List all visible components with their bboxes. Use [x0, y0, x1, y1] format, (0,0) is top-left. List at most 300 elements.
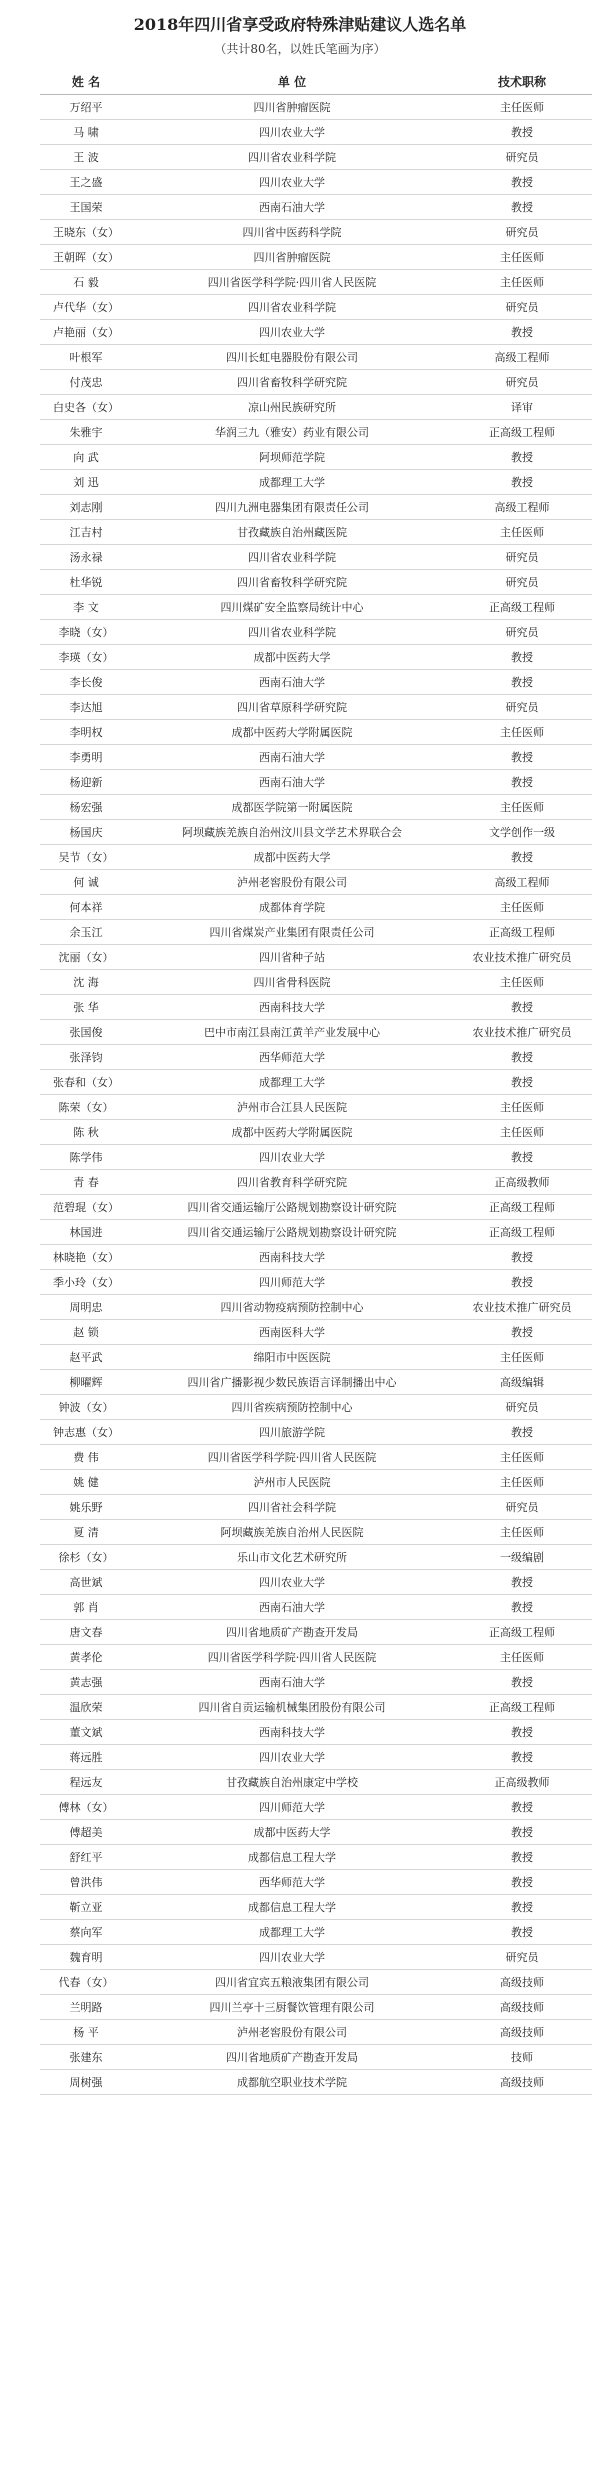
cell-title: 正高级工程师 — [452, 1620, 592, 1645]
cell-title: 教授 — [452, 320, 592, 345]
cell-name: 叶根军 — [40, 345, 132, 370]
cell-unit: 四川省地质矿产勘查开发局 — [132, 2045, 452, 2070]
cell-title: 研究员 — [452, 545, 592, 570]
cell-name: 代春（女） — [40, 1970, 132, 1995]
table-row — [40, 1370, 592, 1395]
cell-title: 主任医师 — [452, 95, 592, 120]
cell-name: 石 毅 — [40, 270, 132, 295]
cell-unit: 四川省动物疫病预防控制中心 — [132, 1295, 452, 1320]
table-row — [40, 795, 592, 820]
cell-title: 教授 — [452, 645, 592, 670]
cell-title: 农业技术推广研究员 — [452, 945, 592, 970]
cell-unit: 四川农业大学 — [132, 1145, 452, 1170]
cell-name: 柳曜辉 — [40, 1370, 132, 1395]
table-row — [40, 995, 592, 1020]
cell-name: 徐杉（女） — [40, 1545, 132, 1570]
cell-name: 卢代华（女） — [40, 295, 132, 320]
cell-title: 教授 — [452, 120, 592, 145]
cell-unit: 四川省教育科学研究院 — [132, 1170, 452, 1195]
cell-title: 主任医师 — [452, 970, 592, 995]
cell-name: 付茂忠 — [40, 370, 132, 395]
cell-name: 余玉江 — [40, 920, 132, 945]
cell-name: 李瑛（女） — [40, 645, 132, 670]
cell-title: 教授 — [452, 1070, 592, 1095]
cell-name: 林国进 — [40, 1220, 132, 1245]
cell-title: 教授 — [452, 1245, 592, 1270]
cell-name: 舒红平 — [40, 1845, 132, 1870]
cell-unit: 成都医学院第一附属医院 — [132, 795, 452, 820]
table-row — [40, 2020, 592, 2045]
cell-unit: 成都中医药大学 — [132, 1820, 452, 1845]
cell-unit: 四川省宜宾五粮液集团有限公司 — [132, 1970, 452, 1995]
cell-unit: 西华师范大学 — [132, 1870, 452, 1895]
cell-name: 张春和（女） — [40, 1070, 132, 1095]
cell-title: 正高级工程师 — [452, 595, 592, 620]
cell-title: 教授 — [452, 470, 592, 495]
cell-name: 杨宏强 — [40, 795, 132, 820]
cell-title: 高级技师 — [452, 1970, 592, 1995]
table-row — [40, 1395, 592, 1420]
document-title: 2018年四川省享受政府特殊津贴建议人选名单 — [133, 15, 467, 34]
cell-name: 白史各（女） — [40, 395, 132, 420]
table-row — [40, 895, 592, 920]
table-row — [40, 970, 592, 995]
cell-unit: 绵阳市中医医院 — [132, 1345, 452, 1370]
cell-title: 教授 — [452, 1595, 592, 1620]
cell-unit: 成都中医药大学附属医院 — [132, 1120, 452, 1145]
table-row — [40, 1595, 592, 1620]
cell-title: 研究员 — [452, 370, 592, 395]
cell-title: 教授 — [452, 1270, 592, 1295]
cell-unit: 四川省畜牧科学研究院 — [132, 570, 452, 595]
table-row — [40, 1970, 592, 1995]
cell-name: 王晓东（女） — [40, 220, 132, 245]
cell-name: 李达旭 — [40, 695, 132, 720]
cell-unit: 巴中市南江县南江黄羊产业发展中心 — [132, 1020, 452, 1045]
table-row — [40, 745, 592, 770]
cell-title: 研究员 — [452, 295, 592, 320]
table-row — [40, 1270, 592, 1295]
cell-name: 何本祥 — [40, 895, 132, 920]
cell-name: 王 波 — [40, 145, 132, 170]
cell-unit: 四川农业大学 — [132, 1745, 452, 1770]
cell-title: 主任医师 — [452, 895, 592, 920]
cell-name: 卢艳丽（女） — [40, 320, 132, 345]
cell-unit: 四川长虹电器股份有限公司 — [132, 345, 452, 370]
table-row — [40, 1295, 592, 1320]
cell-name: 黄孝伦 — [40, 1645, 132, 1670]
cell-unit: 四川省医学科学院·四川省人民医院 — [132, 270, 452, 295]
cell-name: 张泽钧 — [40, 1045, 132, 1070]
cell-name: 周明忠 — [40, 1295, 132, 1320]
cell-unit: 西南石油大学 — [132, 670, 452, 695]
cell-title: 研究员 — [452, 1945, 592, 1970]
table-row — [40, 695, 592, 720]
cell-title: 正高级工程师 — [452, 920, 592, 945]
cell-unit: 四川师范大学 — [132, 1270, 452, 1295]
cell-unit: 西南石油大学 — [132, 195, 452, 220]
cell-title: 教授 — [452, 1720, 592, 1745]
cell-unit: 泸州市合江县人民医院 — [132, 1095, 452, 1120]
table-row — [40, 1545, 592, 1570]
cell-unit: 四川省肿瘤医院 — [132, 245, 452, 270]
cell-unit: 成都中医药大学 — [132, 645, 452, 670]
cell-title: 高级编辑 — [452, 1370, 592, 1395]
table-row — [40, 1995, 592, 2020]
cell-title: 主任医师 — [452, 1345, 592, 1370]
cell-title: 高级技师 — [452, 2020, 592, 2045]
table-row — [40, 95, 592, 120]
cell-title: 教授 — [452, 1820, 592, 1845]
cell-unit: 泸州老窖股份有限公司 — [132, 2020, 452, 2045]
cell-title: 教授 — [452, 1795, 592, 1820]
cell-unit: 四川省农业科学院 — [132, 620, 452, 645]
cell-name: 陈荣（女） — [40, 1095, 132, 1120]
cell-title: 主任医师 — [452, 1520, 592, 1545]
cell-unit: 阿坝藏族羌族自治州汶川县文学艺术界联合会 — [132, 820, 452, 845]
cell-unit: 成都理工大学 — [132, 1920, 452, 1945]
cell-title: 正高级工程师 — [452, 1195, 592, 1220]
cell-title: 高级工程师 — [452, 870, 592, 895]
table-row — [40, 1045, 592, 1070]
table-row — [40, 370, 592, 395]
cell-name: 李晓（女） — [40, 620, 132, 645]
table-header — [40, 70, 592, 95]
cell-unit: 四川农业大学 — [132, 320, 452, 345]
table-row — [40, 845, 592, 870]
cell-name: 沈丽（女） — [40, 945, 132, 970]
cell-title: 农业技术推广研究员 — [452, 1020, 592, 1045]
table-row — [40, 945, 592, 970]
cell-name: 王之盛 — [40, 170, 132, 195]
cell-title: 研究员 — [452, 1395, 592, 1420]
cell-title: 教授 — [452, 1745, 592, 1770]
table-row — [40, 270, 592, 295]
table-row — [40, 1170, 592, 1195]
cell-unit: 西南医科大学 — [132, 1320, 452, 1345]
cell-title: 主任医师 — [452, 1470, 592, 1495]
cell-unit: 成都体育学院 — [132, 895, 452, 920]
cell-name: 董文斌 — [40, 1720, 132, 1745]
table-row — [40, 220, 592, 245]
cell-name: 张建东 — [40, 2045, 132, 2070]
cell-unit: 四川省自贡运输机械集团股份有限公司 — [132, 1695, 452, 1720]
cell-unit: 四川省种子站 — [132, 945, 452, 970]
cell-unit: 四川省煤炭产业集团有限责任公司 — [132, 920, 452, 945]
table-row — [40, 1745, 592, 1770]
cell-title: 主任医师 — [452, 1120, 592, 1145]
cell-title: 主任医师 — [452, 245, 592, 270]
cell-title: 教授 — [452, 1320, 592, 1345]
table-body — [40, 95, 592, 2095]
table-row — [40, 1845, 592, 1870]
cell-title: 研究员 — [452, 220, 592, 245]
table-row — [40, 195, 592, 220]
cell-name: 吴节（女） — [40, 845, 132, 870]
cell-name: 曾洪伟 — [40, 1870, 132, 1895]
cell-title: 研究员 — [452, 1495, 592, 1520]
cell-unit: 四川省畜牧科学研究院 — [132, 370, 452, 395]
table-row — [40, 1445, 592, 1470]
cell-name: 温欣荣 — [40, 1695, 132, 1720]
cell-name: 张 华 — [40, 995, 132, 1020]
cell-title: 教授 — [452, 195, 592, 220]
cell-title: 高级工程师 — [452, 495, 592, 520]
cell-title: 教授 — [452, 745, 592, 770]
cell-name: 刘志刚 — [40, 495, 132, 520]
cell-unit: 四川师范大学 — [132, 1795, 452, 1820]
cell-name: 周树强 — [40, 2070, 132, 2095]
table-row — [40, 1870, 592, 1895]
table-row — [40, 1120, 592, 1145]
cell-unit: 阿坝师范学院 — [132, 445, 452, 470]
cell-unit: 四川省医学科学院·四川省人民医院 — [132, 1645, 452, 1670]
nominee-table — [40, 70, 592, 2095]
cell-name: 靳立亚 — [40, 1895, 132, 1920]
cell-name: 唐文春 — [40, 1620, 132, 1645]
table-row — [40, 1695, 592, 1720]
cell-title: 主任医师 — [452, 720, 592, 745]
table-row — [40, 1345, 592, 1370]
cell-unit: 乐山市文化艺术研究所 — [132, 1545, 452, 1570]
document-subtitle: （共计80名，以姓氏笔画为序） — [214, 42, 386, 56]
cell-name: 钟波（女） — [40, 1395, 132, 1420]
cell-unit: 四川省地质矿产勘查开发局 — [132, 1620, 452, 1645]
table-row — [40, 920, 592, 945]
cell-name: 钟志惠（女） — [40, 1420, 132, 1445]
table-row — [40, 2045, 592, 2070]
cell-name: 李长俊 — [40, 670, 132, 695]
cell-title: 教授 — [452, 445, 592, 470]
cell-title: 一级编剧 — [452, 1545, 592, 1570]
cell-name: 青 春 — [40, 1170, 132, 1195]
cell-name: 刘 迅 — [40, 470, 132, 495]
header-title: 技术职称 — [452, 70, 592, 95]
table-row — [40, 820, 592, 845]
cell-title: 主任医师 — [452, 270, 592, 295]
cell-unit: 泸州市人民医院 — [132, 1470, 452, 1495]
table-row — [40, 145, 592, 170]
cell-name: 程远友 — [40, 1770, 132, 1795]
cell-title: 教授 — [452, 670, 592, 695]
cell-title: 主任医师 — [452, 1645, 592, 1670]
cell-unit: 四川省农业科学院 — [132, 295, 452, 320]
cell-unit: 四川省广播影视少数民族语言译制播出中心 — [132, 1370, 452, 1395]
table-row — [40, 1770, 592, 1795]
table-row — [40, 295, 592, 320]
cell-title: 正高级工程师 — [452, 420, 592, 445]
cell-unit: 成都中医药大学附属医院 — [132, 720, 452, 745]
cell-name: 李勇明 — [40, 745, 132, 770]
table-row — [40, 620, 592, 645]
cell-name: 姚乐野 — [40, 1495, 132, 1520]
cell-unit: 西南石油大学 — [132, 770, 452, 795]
cell-unit: 四川煤矿安全监察局统计中心 — [132, 595, 452, 620]
cell-name: 黄志强 — [40, 1670, 132, 1695]
table-row — [40, 770, 592, 795]
table-row — [40, 1920, 592, 1945]
cell-name: 傅超美 — [40, 1820, 132, 1845]
table-row — [40, 1245, 592, 1270]
table-row — [40, 1720, 592, 1745]
cell-title: 研究员 — [452, 570, 592, 595]
cell-unit: 西南石油大学 — [132, 1670, 452, 1695]
cell-name: 杨国庆 — [40, 820, 132, 845]
cell-name: 李明权 — [40, 720, 132, 745]
cell-title: 研究员 — [452, 620, 592, 645]
table-row — [40, 645, 592, 670]
cell-name: 魏育明 — [40, 1945, 132, 1970]
cell-title: 教授 — [452, 1895, 592, 1920]
cell-unit: 四川省中医药科学院 — [132, 220, 452, 245]
table-row — [40, 120, 592, 145]
cell-title: 高级工程师 — [452, 345, 592, 370]
cell-name: 费 伟 — [40, 1445, 132, 1470]
cell-name: 高世斌 — [40, 1570, 132, 1595]
cell-unit: 四川九洲电器集团有限责任公司 — [132, 495, 452, 520]
cell-unit: 四川省医学科学院·四川省人民医院 — [132, 1445, 452, 1470]
cell-unit: 四川旅游学院 — [132, 1420, 452, 1445]
cell-name: 姚 健 — [40, 1470, 132, 1495]
cell-unit: 四川省农业科学院 — [132, 145, 452, 170]
cell-unit: 西南石油大学 — [132, 745, 452, 770]
header-name: 姓 名 — [40, 70, 132, 95]
cell-title: 教授 — [452, 1570, 592, 1595]
table-row — [40, 420, 592, 445]
table-row — [40, 395, 592, 420]
cell-title: 教授 — [452, 170, 592, 195]
table-row — [40, 445, 592, 470]
cell-unit: 西南石油大学 — [132, 1595, 452, 1620]
cell-unit: 成都信息工程大学 — [132, 1895, 452, 1920]
table-row — [40, 520, 592, 545]
table-row — [40, 345, 592, 370]
cell-title: 研究员 — [452, 145, 592, 170]
table-row — [40, 545, 592, 570]
table-row — [40, 1020, 592, 1045]
cell-unit: 西南科技大学 — [132, 1720, 452, 1745]
cell-title: 教授 — [452, 1870, 592, 1895]
cell-name: 沈 海 — [40, 970, 132, 995]
cell-unit: 西南科技大学 — [132, 1245, 452, 1270]
cell-name: 陈 秋 — [40, 1120, 132, 1145]
cell-unit: 四川省交通运输厅公路规划勘察设计研究院 — [132, 1220, 452, 1245]
cell-title: 高级技师 — [452, 2070, 592, 2095]
cell-name: 李 文 — [40, 595, 132, 620]
cell-title: 技师 — [452, 2045, 592, 2070]
cell-name: 蔡向军 — [40, 1920, 132, 1945]
table-row — [40, 1420, 592, 1445]
cell-title: 教授 — [452, 1670, 592, 1695]
cell-unit: 四川农业大学 — [132, 1945, 452, 1970]
cell-title: 教授 — [452, 1845, 592, 1870]
cell-unit: 甘孜藏族自治州康定中学校 — [132, 1770, 452, 1795]
cell-unit: 四川省草原科学研究院 — [132, 695, 452, 720]
cell-title: 主任医师 — [452, 1095, 592, 1120]
table-row — [40, 245, 592, 270]
table-row — [40, 170, 592, 195]
cell-name: 傅林（女） — [40, 1795, 132, 1820]
cell-title: 文学创作一级 — [452, 820, 592, 845]
cell-name: 兰明路 — [40, 1995, 132, 2020]
cell-name: 夏 清 — [40, 1520, 132, 1545]
table-row — [40, 495, 592, 520]
cell-title: 教授 — [452, 770, 592, 795]
cell-unit: 成都中医药大学 — [132, 845, 452, 870]
table-row — [40, 670, 592, 695]
header-unit: 单 位 — [132, 70, 452, 95]
cell-title: 研究员 — [452, 695, 592, 720]
table-header-row — [40, 70, 592, 95]
cell-title: 教授 — [452, 1145, 592, 1170]
table-row — [40, 720, 592, 745]
table-row — [40, 1620, 592, 1645]
table-row — [40, 1320, 592, 1345]
cell-title: 农业技术推广研究员 — [452, 1295, 592, 1320]
cell-unit: 四川省疾病预防控制中心 — [132, 1395, 452, 1420]
cell-name: 季小玲（女） — [40, 1270, 132, 1295]
cell-name: 何 诚 — [40, 870, 132, 895]
cell-name: 范碧琨（女） — [40, 1195, 132, 1220]
cell-name: 杨迎新 — [40, 770, 132, 795]
cell-unit: 西华师范大学 — [132, 1045, 452, 1070]
table-row — [40, 1670, 592, 1695]
cell-name: 林晓艳（女） — [40, 1245, 132, 1270]
cell-title: 正高级教师 — [452, 1770, 592, 1795]
cell-unit: 四川兰亭十三厨餐饮管理有限公司 — [132, 1995, 452, 2020]
table-row — [40, 1645, 592, 1670]
cell-name: 蒋远胜 — [40, 1745, 132, 1770]
cell-unit: 四川农业大学 — [132, 170, 452, 195]
table-row — [40, 595, 592, 620]
table-row — [40, 1495, 592, 1520]
cell-name: 汤永禄 — [40, 545, 132, 570]
table-row — [40, 1570, 592, 1595]
table-row — [40, 320, 592, 345]
cell-name: 赵 锁 — [40, 1320, 132, 1345]
table-row — [40, 1520, 592, 1545]
cell-unit: 四川省骨科医院 — [132, 970, 452, 995]
cell-name: 马 啸 — [40, 120, 132, 145]
cell-name: 杨 平 — [40, 2020, 132, 2045]
table-row — [40, 1945, 592, 1970]
cell-name: 陈学伟 — [40, 1145, 132, 1170]
cell-title: 教授 — [452, 845, 592, 870]
cell-title: 教授 — [452, 1420, 592, 1445]
cell-title: 教授 — [452, 1045, 592, 1070]
cell-unit: 西南科技大学 — [132, 995, 452, 1020]
table-row — [40, 470, 592, 495]
cell-name: 郭 肖 — [40, 1595, 132, 1620]
cell-title: 正高级工程师 — [452, 1695, 592, 1720]
cell-title: 正高级工程师 — [452, 1220, 592, 1245]
cell-unit: 成都信息工程大学 — [132, 1845, 452, 1870]
table-row — [40, 1145, 592, 1170]
table-row — [40, 1895, 592, 1920]
cell-name: 江吉村 — [40, 520, 132, 545]
cell-name: 万绍平 — [40, 95, 132, 120]
cell-unit: 四川省社会科学院 — [132, 1495, 452, 1520]
cell-name: 王国荣 — [40, 195, 132, 220]
cell-unit: 华润三九（雅安）药业有限公司 — [132, 420, 452, 445]
table-row — [40, 1070, 592, 1095]
cell-unit: 四川省肿瘤医院 — [132, 95, 452, 120]
cell-title: 主任医师 — [452, 795, 592, 820]
cell-unit: 四川省农业科学院 — [132, 545, 452, 570]
cell-unit: 泸州老窖股份有限公司 — [132, 870, 452, 895]
cell-unit: 四川农业大学 — [132, 120, 452, 145]
cell-name: 王朝晖（女） — [40, 245, 132, 270]
